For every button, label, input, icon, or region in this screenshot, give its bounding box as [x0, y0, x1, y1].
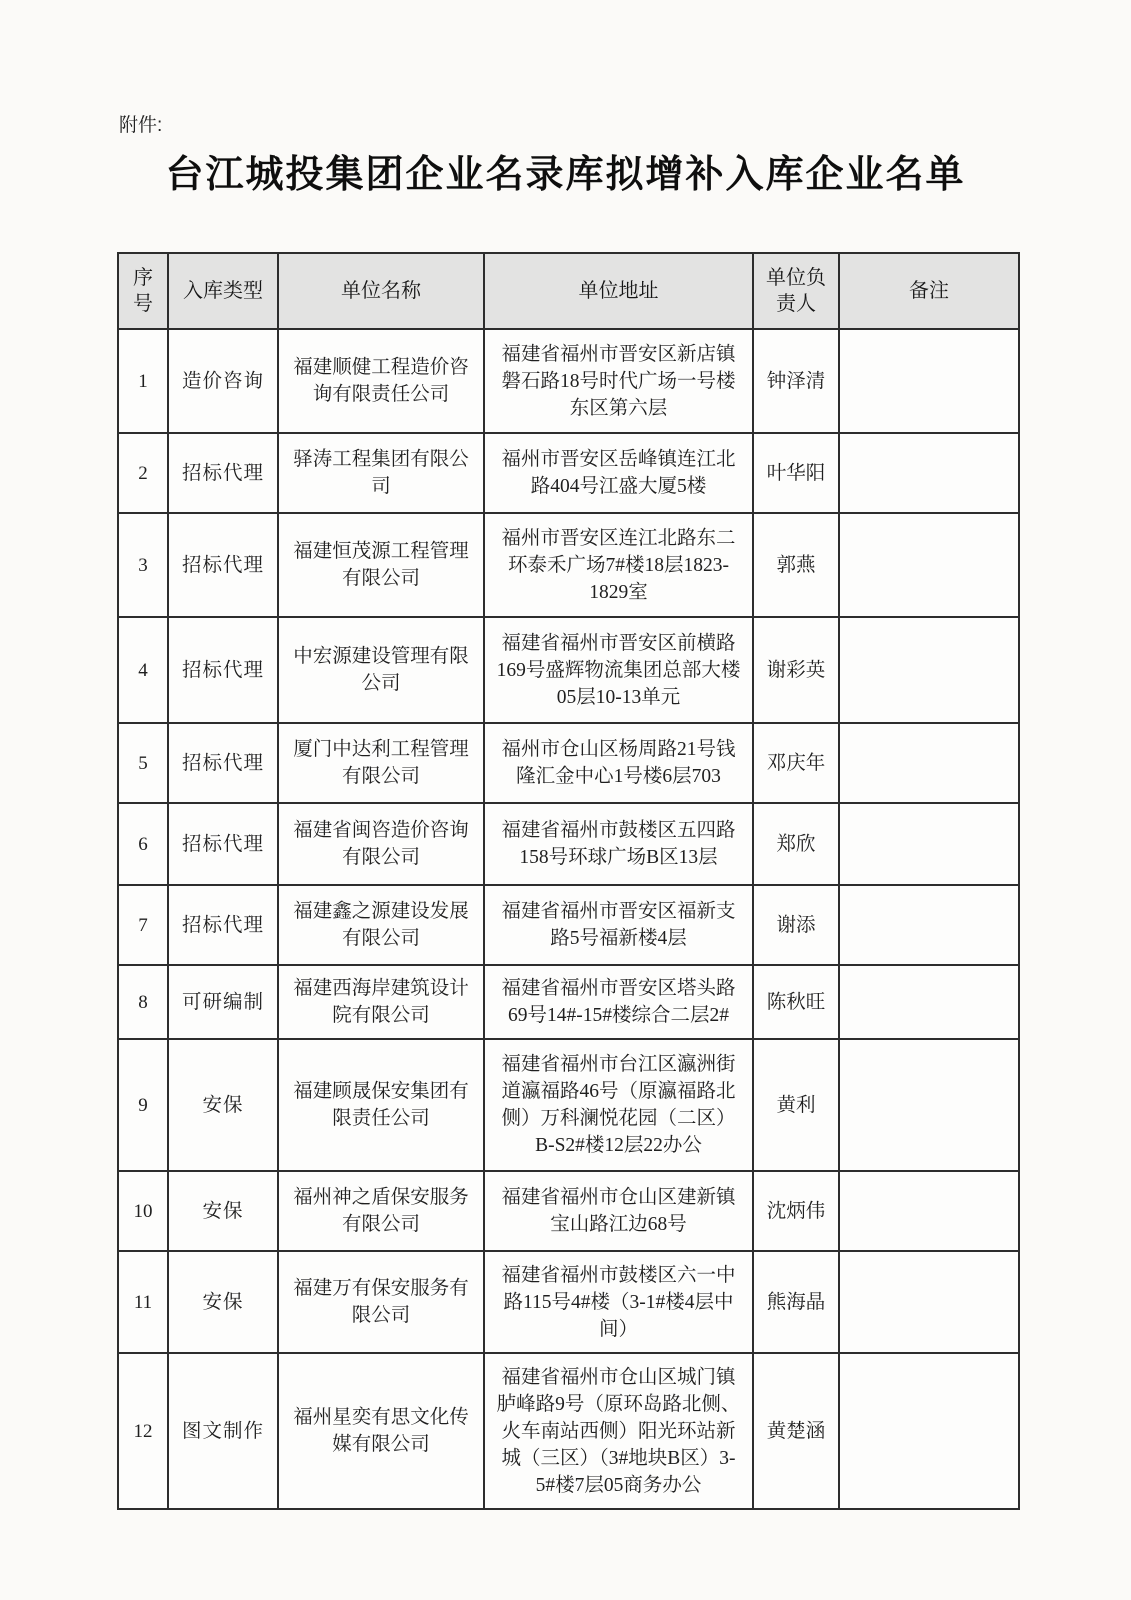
cell-remark — [839, 1353, 1019, 1509]
table-row — [118, 1353, 1019, 1509]
cell-address: 福建省福州市鼓楼区六一中路115号4#楼（3-1#楼4层中间） — [484, 1251, 753, 1353]
table-row — [118, 723, 1019, 803]
cell-remark — [839, 617, 1019, 723]
table-header — [118, 253, 1019, 329]
cell-contact: 郑欣 — [753, 803, 839, 885]
cell-contact: 黄楚涵 — [753, 1353, 839, 1509]
cell-contact: 谢彩英 — [753, 617, 839, 723]
cell-address: 福建省福州市晋安区福新支路5号福新楼4层 — [484, 885, 753, 965]
cell-type: 招标代理 — [168, 723, 278, 803]
cell-contact: 郭燕 — [753, 513, 839, 617]
cell-seq: 1 — [118, 329, 168, 433]
cell-name: 福建省闽咨造价咨询有限公司 — [278, 803, 484, 885]
cell-address: 福州市晋安区连江北路东二环泰禾广场7#楼18层1823-1829室 — [484, 513, 753, 617]
cell-remark — [839, 1039, 1019, 1171]
cell-contact: 钟泽清 — [753, 329, 839, 433]
cell-type: 招标代理 — [168, 513, 278, 617]
table-row — [118, 1039, 1019, 1171]
cell-name: 福建万有保安服务有限公司 — [278, 1251, 484, 1353]
cell-type: 安保 — [168, 1039, 278, 1171]
table-row — [118, 885, 1019, 965]
table-row — [118, 329, 1019, 433]
cell-seq: 2 — [118, 433, 168, 513]
table-row — [118, 513, 1019, 617]
cell-contact: 熊海晶 — [753, 1251, 839, 1353]
cell-name: 福建顺健工程造价咨询有限责任公司 — [278, 329, 484, 433]
cell-seq: 5 — [118, 723, 168, 803]
cell-seq: 3 — [118, 513, 168, 617]
table-row — [118, 433, 1019, 513]
cell-contact: 沈炳伟 — [753, 1171, 839, 1251]
cell-contact: 邓庆年 — [753, 723, 839, 803]
cell-type: 安保 — [168, 1171, 278, 1251]
cell-name: 福建顾晟保安集团有限责任公司 — [278, 1039, 484, 1171]
cell-address: 福州市晋安区岳峰镇连江北路404号江盛大厦5楼 — [484, 433, 753, 513]
col-header-seq: 序号 — [118, 253, 168, 329]
cell-name: 福建西海岸建筑设计院有限公司 — [278, 965, 484, 1039]
company-table — [117, 252, 1020, 1510]
cell-name: 福州神之盾保安服务有限公司 — [278, 1171, 484, 1251]
cell-name: 福建鑫之源建设发展有限公司 — [278, 885, 484, 965]
cell-type: 招标代理 — [168, 803, 278, 885]
header-row — [118, 253, 1019, 329]
cell-remark — [839, 803, 1019, 885]
cell-address: 福州市仓山区杨周路21号钱隆汇金中心1号楼6层703 — [484, 723, 753, 803]
col-header-remark: 备注 — [839, 253, 1019, 329]
cell-type: 招标代理 — [168, 885, 278, 965]
cell-contact: 陈秋旺 — [753, 965, 839, 1039]
cell-address: 福建省福州市仓山区城门镇胪峰路9号（原环岛路北侧、火车南站西侧）阳光环站新城（三区）（3#地块B区）3-5#楼7层05商务办公 — [484, 1353, 753, 1509]
cell-address: 福建省福州市晋安区前横路169号盛辉物流集团总部大楼05层10-13单元 — [484, 617, 753, 723]
cell-seq: 11 — [118, 1251, 168, 1353]
cell-name: 福建恒茂源工程管理有限公司 — [278, 513, 484, 617]
cell-contact: 谢添 — [753, 885, 839, 965]
cell-type: 招标代理 — [168, 617, 278, 723]
cell-remark — [839, 965, 1019, 1039]
cell-name: 厦门中达利工程管理有限公司 — [278, 723, 484, 803]
cell-type: 安保 — [168, 1251, 278, 1353]
table-body — [118, 329, 1019, 1509]
table-row — [118, 1171, 1019, 1251]
col-header-contact: 单位负责人 — [753, 253, 839, 329]
cell-type: 造价咨询 — [168, 329, 278, 433]
cell-address: 福建省福州市鼓楼区五四路158号环球广场B区13层 — [484, 803, 753, 885]
table-row — [118, 617, 1019, 723]
col-header-name: 单位名称 — [278, 253, 484, 329]
cell-name: 驿涛工程集团有限公司 — [278, 433, 484, 513]
cell-seq: 7 — [118, 885, 168, 965]
cell-remark — [839, 885, 1019, 965]
cell-remark — [839, 1171, 1019, 1251]
cell-seq: 10 — [118, 1171, 168, 1251]
table-row — [118, 1251, 1019, 1353]
cell-remark — [839, 329, 1019, 433]
col-header-type: 入库类型 — [168, 253, 278, 329]
cell-address: 福建省福州市仓山区建新镇宝山路江边68号 — [484, 1171, 753, 1251]
cell-seq: 9 — [118, 1039, 168, 1171]
cell-seq: 6 — [118, 803, 168, 885]
cell-remark — [839, 433, 1019, 513]
cell-contact: 黄利 — [753, 1039, 839, 1171]
cell-seq: 8 — [118, 965, 168, 1039]
cell-seq: 12 — [118, 1353, 168, 1509]
cell-type: 可研编制 — [168, 965, 278, 1039]
cell-remark — [839, 723, 1019, 803]
cell-seq: 4 — [118, 617, 168, 723]
cell-address: 福建省福州市台江区瀛洲街道瀛福路46号（原瀛福路北侧）万科澜悦花园（二区）B-S2#楼12层22办公 — [484, 1039, 753, 1171]
cell-address: 福建省福州市晋安区塔头路69号14#-15#楼综合二层2# — [484, 965, 753, 1039]
cell-address: 福建省福州市晋安区新店镇磐石路18号时代广场一号楼东区第六层 — [484, 329, 753, 433]
cell-remark — [839, 513, 1019, 617]
col-header-address: 单位地址 — [484, 253, 753, 329]
cell-name: 中宏源建设管理有限公司 — [278, 617, 484, 723]
table-row — [118, 803, 1019, 885]
cell-remark — [839, 1251, 1019, 1353]
table-row — [118, 965, 1019, 1039]
attachment-label: 附件: — [119, 115, 163, 136]
page-title: 台江城投集团企业名录库拟增补入库企业名单 — [165, 154, 966, 196]
cell-name: 福州星奕有思文化传媒有限公司 — [278, 1353, 484, 1509]
cell-type: 招标代理 — [168, 433, 278, 513]
cell-type: 图文制作 — [168, 1353, 278, 1509]
cell-contact: 叶华阳 — [753, 433, 839, 513]
